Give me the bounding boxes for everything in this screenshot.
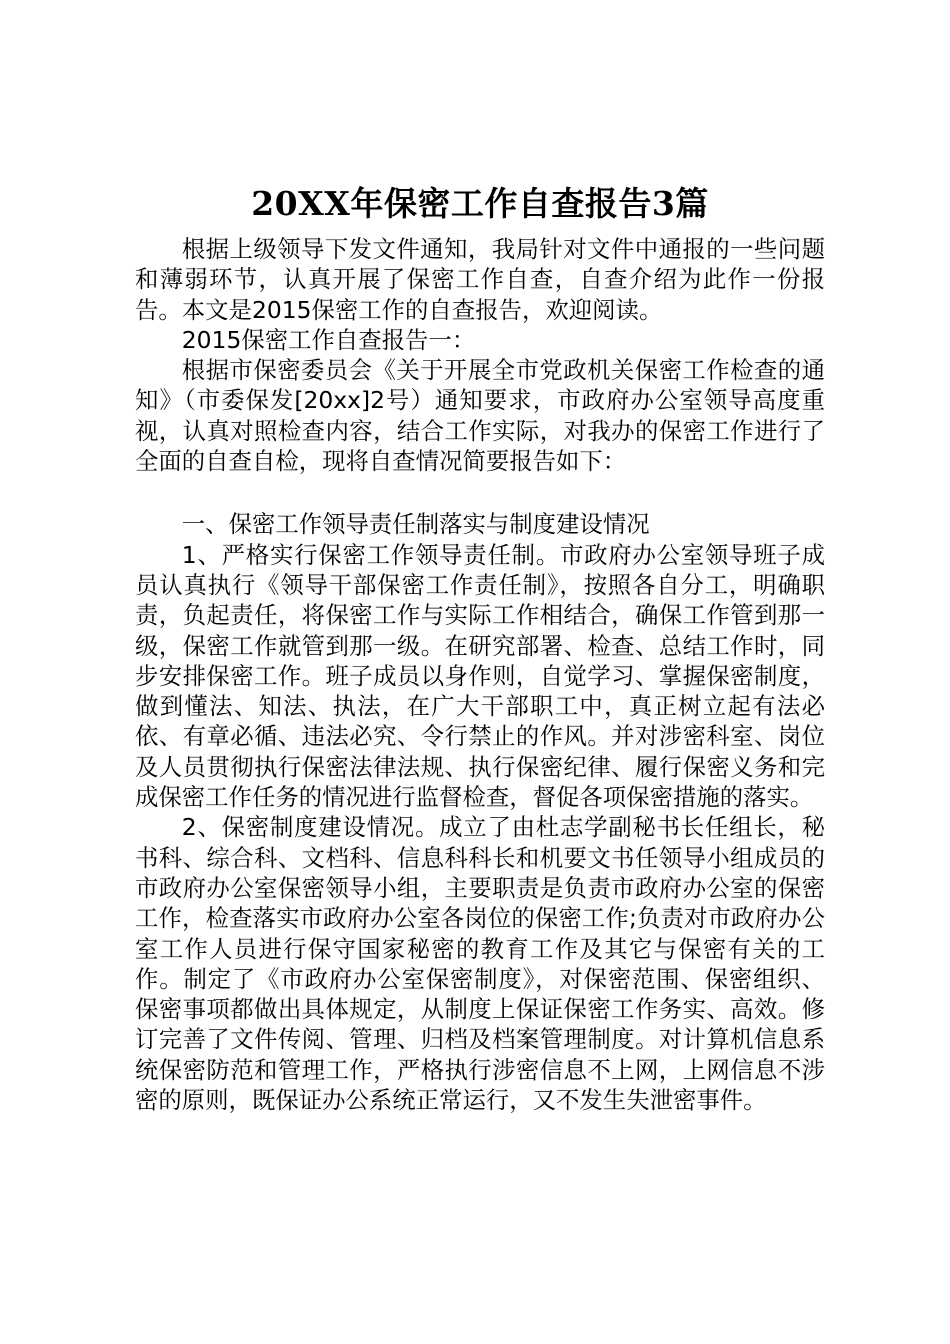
intro-paragraph: 根据上级领导下发文件通知，我局针对文件中通报的一些问题和薄弱环节，认真开展了保密工作自查，自查介绍为此作一份报告。本文是2015保密工作的自查报告，欢迎阅读。 xyxy=(135,235,825,324)
document-title: 20XX年保密工作自查报告3篇 xyxy=(251,184,709,223)
report-subtitle: 2015保密工作自查报告一： xyxy=(181,325,476,354)
section-heading: 一、保密工作领导责任制落实与制度建设情况 xyxy=(181,510,650,539)
blank-line xyxy=(135,476,825,509)
notice-paragraph: 根据市保密委员会《关于开展全市党政机关保密工作检查的通知》（市委保发[20xx]2号）通知要求，市政府办公室领导高度重视，认真对照检查内容，结合工作实际，对我办的保密工作进行了全面的自查自检，现将自查情况简要报告如下： xyxy=(135,356,825,476)
document-body xyxy=(135,180,825,1115)
item-1-paragraph: 1、严格实行保密工作领导责任制。市政府办公室领导班子成员认真执行《领导干部保密工作责任制》，按照各自分工，明确职责，负起责任，将保密工作与实际工作相结合，确保工作管到那一级，保密工作就管到那一级。在研究部署、检查、总结工作时，同步安排保密工作。班子成员以身作则，自觉学习、掌握保密制度，做到懂法、知法、执法，在广大干部职工中，真正树立起有法必依、有章必循、违法必究、令行禁止的作风。并对涉密科室、岗位及人员贯彻执行保密法律法规、执行保密纪律、履行保密义务和完成保密工作任务的情况进行监督检查，督促各项保密措施的落实。 xyxy=(135,540,825,812)
item-2-paragraph: 2、保密制度建设情况。成立了由杜志学副秘书长任组长，秘书科、综合科、文档科、信息科科长和机要文书任领导小组成员的市政府办公室保密领导小组，主要职责是负责市政府办公室的保密工作，检查落实市政府办公室各岗位的保密工作;负责对市政府办公室工作人员进行保守国家秘密的教育工作及其它与保密有关的工作。制定了《市政府办公室保密制度》，对保密范围、保密组织、保密事项都做出具体规定，从制度上保证保密工作务实、高效。修订完善了文件传阅、管理、归档及档案管理制度。对计算机信息系统保密防范和管理工作，严格执行涉密信息不上网，上网信息不涉密的原则，既保证办公系统正常运行，又不发生失泄密事件。 xyxy=(135,813,825,1115)
